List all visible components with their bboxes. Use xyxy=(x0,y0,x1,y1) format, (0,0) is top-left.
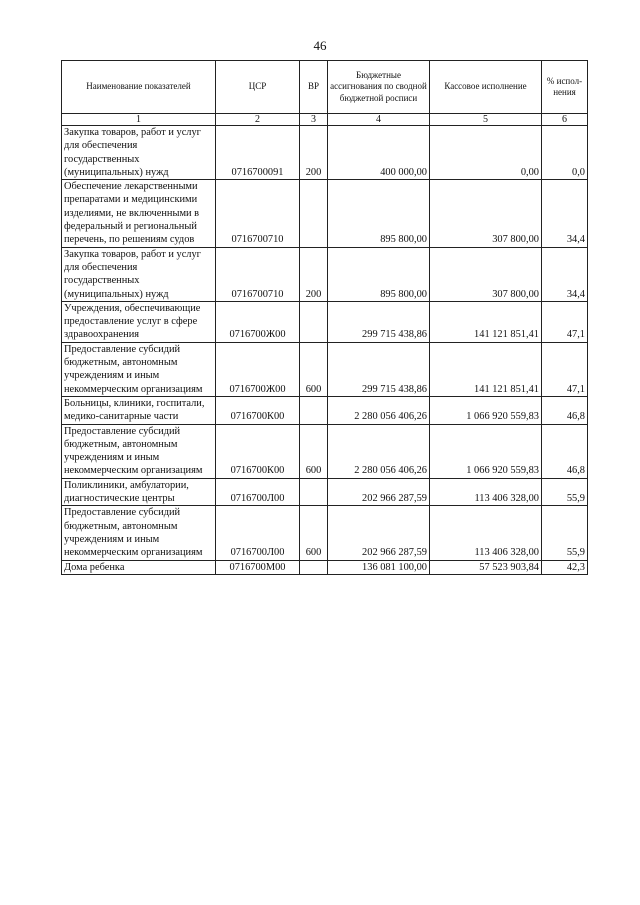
cell-execution: 1 066 920 559,83 xyxy=(430,424,542,478)
budget-execution-table xyxy=(61,60,588,575)
column-number: 2 xyxy=(216,114,300,126)
cell-percent: 47,1 xyxy=(542,301,588,342)
cell-assignment: 895 800,00 xyxy=(328,247,430,301)
cell-assignment: 202 966 287,59 xyxy=(328,478,430,506)
cell-name: Предоставление субсидий бюджетным, автономным учреждениям и иным некоммерческим организациям xyxy=(62,506,216,560)
cell-name: Поликлиники, амбулатории, диагностические центры xyxy=(62,478,216,506)
cell-csr: 0716700К00 xyxy=(216,396,300,424)
cell-csr: 0716700Л00 xyxy=(216,506,300,560)
cell-percent: 34,4 xyxy=(542,247,588,301)
table-row xyxy=(62,396,588,424)
table-row xyxy=(62,126,588,180)
cell-percent: 0,0 xyxy=(542,126,588,180)
cell-execution: 141 121 851,41 xyxy=(430,342,542,396)
cell-name: Обеспечение лекарственными препаратами и медицинскими изделиями, не включенными в федеральный и региональный перечень, по решениям судов xyxy=(62,180,216,247)
column-number: 5 xyxy=(430,114,542,126)
cell-percent: 42,3 xyxy=(542,560,588,574)
cell-assignment: 895 800,00 xyxy=(328,180,430,247)
cell-csr: 0716700Ж00 xyxy=(216,342,300,396)
cell-assignment: 2 280 056 406,26 xyxy=(328,396,430,424)
cell-vr: 600 xyxy=(300,342,328,396)
table-row xyxy=(62,478,588,506)
header-name: Наименование показателей xyxy=(62,61,216,114)
table-row xyxy=(62,506,588,560)
cell-vr xyxy=(300,396,328,424)
cell-csr: 0716700710 xyxy=(216,247,300,301)
table-row xyxy=(62,180,588,247)
header-csr: ЦСР xyxy=(216,61,300,114)
cell-name: Предоставление субсидий бюджетным, автономным учреждениям и иным некоммерческим организациям xyxy=(62,424,216,478)
cell-vr: 200 xyxy=(300,247,328,301)
cell-percent: 55,9 xyxy=(542,506,588,560)
cell-name: Предоставление субсидий бюджетным, автономным учреждениям и иным некоммерческим организациям xyxy=(62,342,216,396)
table-row xyxy=(62,424,588,478)
cell-name: Закупка товаров, работ и услуг для обеспечения государственных (муниципальных) нужд xyxy=(62,247,216,301)
page-number: 46 xyxy=(313,38,327,53)
cell-csr: 0716700Ж00 xyxy=(216,301,300,342)
cell-name: Учреждения, обеспечивающие предоставление услуг в сфере здравоохранения xyxy=(62,301,216,342)
table-row xyxy=(62,247,588,301)
cell-vr: 600 xyxy=(300,506,328,560)
cell-assignment: 202 966 287,59 xyxy=(328,506,430,560)
header-execution: Кассовое исполнение xyxy=(430,61,542,114)
cell-assignment: 299 715 438,86 xyxy=(328,342,430,396)
cell-percent: 34,4 xyxy=(542,180,588,247)
cell-csr: 0716700М00 xyxy=(216,560,300,574)
cell-assignment: 136 081 100,00 xyxy=(328,560,430,574)
cell-vr xyxy=(300,560,328,574)
cell-vr xyxy=(300,301,328,342)
cell-percent: 46,8 xyxy=(542,396,588,424)
cell-assignment: 2 280 056 406,26 xyxy=(328,424,430,478)
cell-execution: 141 121 851,41 xyxy=(430,301,542,342)
column-number: 3 xyxy=(300,114,328,126)
header-percent: % испол-нения xyxy=(542,61,588,114)
cell-execution: 57 523 903,84 xyxy=(430,560,542,574)
cell-vr: 600 xyxy=(300,424,328,478)
column-number: 1 xyxy=(62,114,216,126)
table-row xyxy=(62,342,588,396)
cell-vr xyxy=(300,478,328,506)
header-vr: ВР xyxy=(300,61,328,114)
column-number: 4 xyxy=(328,114,430,126)
column-number: 6 xyxy=(542,114,588,126)
cell-percent: 55,9 xyxy=(542,478,588,506)
cell-csr: 0716700091 xyxy=(216,126,300,180)
cell-percent: 46,8 xyxy=(542,424,588,478)
cell-percent: 47,1 xyxy=(542,342,588,396)
cell-vr xyxy=(300,180,328,247)
cell-csr: 0716700710 xyxy=(216,180,300,247)
table-row xyxy=(62,301,588,342)
table-row xyxy=(62,560,588,574)
cell-execution: 113 406 328,00 xyxy=(430,478,542,506)
cell-execution: 1 066 920 559,83 xyxy=(430,396,542,424)
cell-execution: 113 406 328,00 xyxy=(430,506,542,560)
cell-name: Закупка товаров, работ и услуг для обеспечения государственных (муниципальных) нужд xyxy=(62,126,216,180)
cell-csr: 0716700К00 xyxy=(216,424,300,478)
cell-name: Дома ребенка xyxy=(62,560,216,574)
cell-vr: 200 xyxy=(300,126,328,180)
cell-execution: 0,00 xyxy=(430,126,542,180)
cell-assignment: 299 715 438,86 xyxy=(328,301,430,342)
column-number-row xyxy=(62,114,588,126)
cell-assignment: 400 000,00 xyxy=(328,126,430,180)
header-assignments: Бюджетные ассигнования по сводной бюджетной росписи xyxy=(328,61,430,114)
header-row xyxy=(62,61,588,114)
cell-name: Больницы, клиники, госпитали, медико-санитарные части xyxy=(62,396,216,424)
cell-execution: 307 800,00 xyxy=(430,180,542,247)
cell-execution: 307 800,00 xyxy=(430,247,542,301)
cell-csr: 0716700Л00 xyxy=(216,478,300,506)
